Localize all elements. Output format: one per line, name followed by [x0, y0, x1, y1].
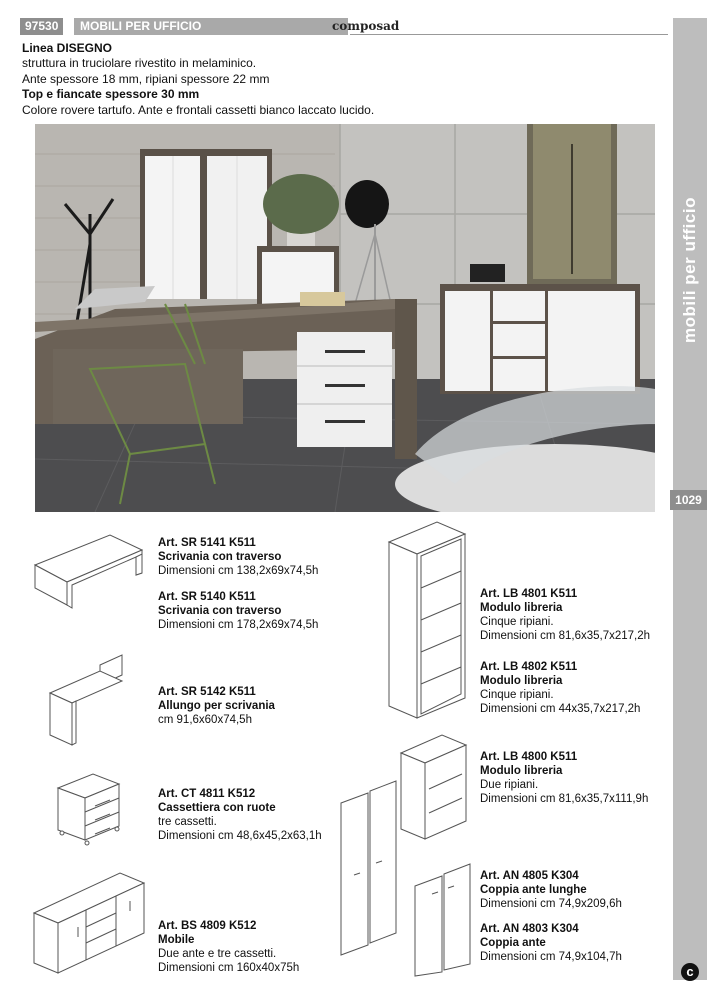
article-code: Art. SR 5142 K511 — [158, 686, 256, 698]
brand-logo: c — [681, 963, 699, 981]
article-code: Art. LB 4801 K511 — [480, 588, 578, 600]
header-rule — [350, 34, 668, 35]
low-bookcase-drawing — [398, 733, 470, 843]
desk-drawing — [30, 530, 150, 610]
short-doors-drawing — [412, 860, 474, 978]
article-an4805 — [480, 869, 622, 911]
article-code: Art. CT 4811 K512 — [158, 788, 256, 800]
article-name: Coppia ante lunghe — [480, 884, 587, 896]
article-lb4801 — [480, 587, 650, 643]
office-room-photo — [35, 124, 655, 512]
article-description: Cinque ripiani. — [480, 616, 554, 628]
article-sr5140 — [158, 590, 318, 632]
article-code: Art. AN 4805 K304 — [480, 870, 579, 882]
article-name: Modulo libreria — [480, 602, 563, 614]
article-code: Art. LB 4800 K511 — [480, 751, 578, 763]
article-dimensions: Dimensioni cm 74,9x104,7h — [480, 951, 622, 963]
thickness-text: Ante spessore 18 mm, ripiani spessore 22 mm — [22, 71, 270, 86]
article-dimensions: Dimensioni cm 160x40x75h — [158, 962, 300, 974]
article-name: Modulo libreria — [480, 675, 563, 687]
side-category-label — [675, 197, 705, 490]
article-dimensions: Dimensioni cm 138,2x69x74,5h — [158, 565, 319, 577]
article-dimensions: Dimensioni cm 81,6x35,7x111,9h — [480, 793, 649, 805]
article-dimensions: cm 91,6x60x74,5h — [158, 714, 252, 726]
page-header — [20, 18, 668, 35]
article-description: Due ante e tre cassetti. — [158, 948, 277, 960]
article-ct4811 — [158, 787, 322, 843]
product-line-description — [22, 41, 374, 118]
article-dimensions: Dimensioni cm 74,9x209,6h — [480, 898, 622, 910]
article-code: Art. SR 5141 K511 — [158, 537, 256, 549]
article-name: Coppia ante — [480, 937, 546, 949]
article-name: Mobile — [158, 934, 195, 946]
catalog-code: 97530 — [20, 18, 63, 35]
article-dimensions: Dimensioni cm 48,6x45,2x63,1h — [158, 830, 322, 842]
article-dimensions: Dimensioni cm 81,6x35,7x217,2h — [480, 630, 651, 642]
article-sr5141 — [158, 536, 318, 578]
article-name: Allungo per scrivania — [158, 700, 275, 712]
color-text: Colore rovere tartufo. Ante e frontali cassetti bianco laccato lucido. — [22, 102, 375, 117]
page-number: 1029 — [670, 490, 707, 510]
article-dimensions: Dimensioni cm 178,2x69x74,5h — [158, 619, 319, 631]
article-code: Art. BS 4809 K512 — [158, 920, 257, 932]
article-name: Modulo libreria — [480, 765, 563, 777]
side-tab-lower — [673, 510, 707, 980]
article-description: Cinque ripiani. — [480, 689, 554, 701]
sideboard-drawing — [30, 865, 150, 977]
article-name: Scrivania con traverso — [158, 605, 282, 617]
article-code: Art. SR 5140 K511 — [158, 591, 256, 603]
article-name: Scrivania con traverso — [158, 551, 282, 563]
article-name: Cassettiera con ruote — [158, 802, 276, 814]
article-sr5142 — [158, 685, 275, 727]
article-code: Art. LB 4802 K511 — [480, 661, 578, 673]
article-bs4809 — [158, 919, 299, 975]
tall-bookcase-drawing — [385, 520, 470, 720]
article-lb4800 — [480, 750, 648, 806]
article-description: tre cassetti. — [158, 816, 217, 828]
article-description: Due ripiani. — [480, 779, 539, 791]
tall-doors-drawing — [338, 775, 400, 960]
article-lb4802 — [480, 660, 640, 716]
side-category-text: mobili per ufficio — [680, 197, 699, 343]
article-code: Art. AN 4803 K304 — [480, 923, 579, 935]
structure-text: struttura in truciolare rivestito in melaminico. — [22, 56, 257, 71]
article-dimensions: Dimensioni cm 44x35,7x217,2h — [480, 703, 641, 715]
section-title: MOBILI PER UFFICIO — [74, 18, 348, 35]
drawer-unit-drawing — [55, 770, 125, 848]
top-thickness-text: Top e fiancate spessore 30 mm — [22, 87, 200, 102]
brand-name: composad — [332, 19, 400, 33]
article-an4803 — [480, 922, 622, 964]
line-name: Linea DISEGNO — [22, 41, 113, 55]
desk-extension-drawing — [48, 653, 128, 748]
